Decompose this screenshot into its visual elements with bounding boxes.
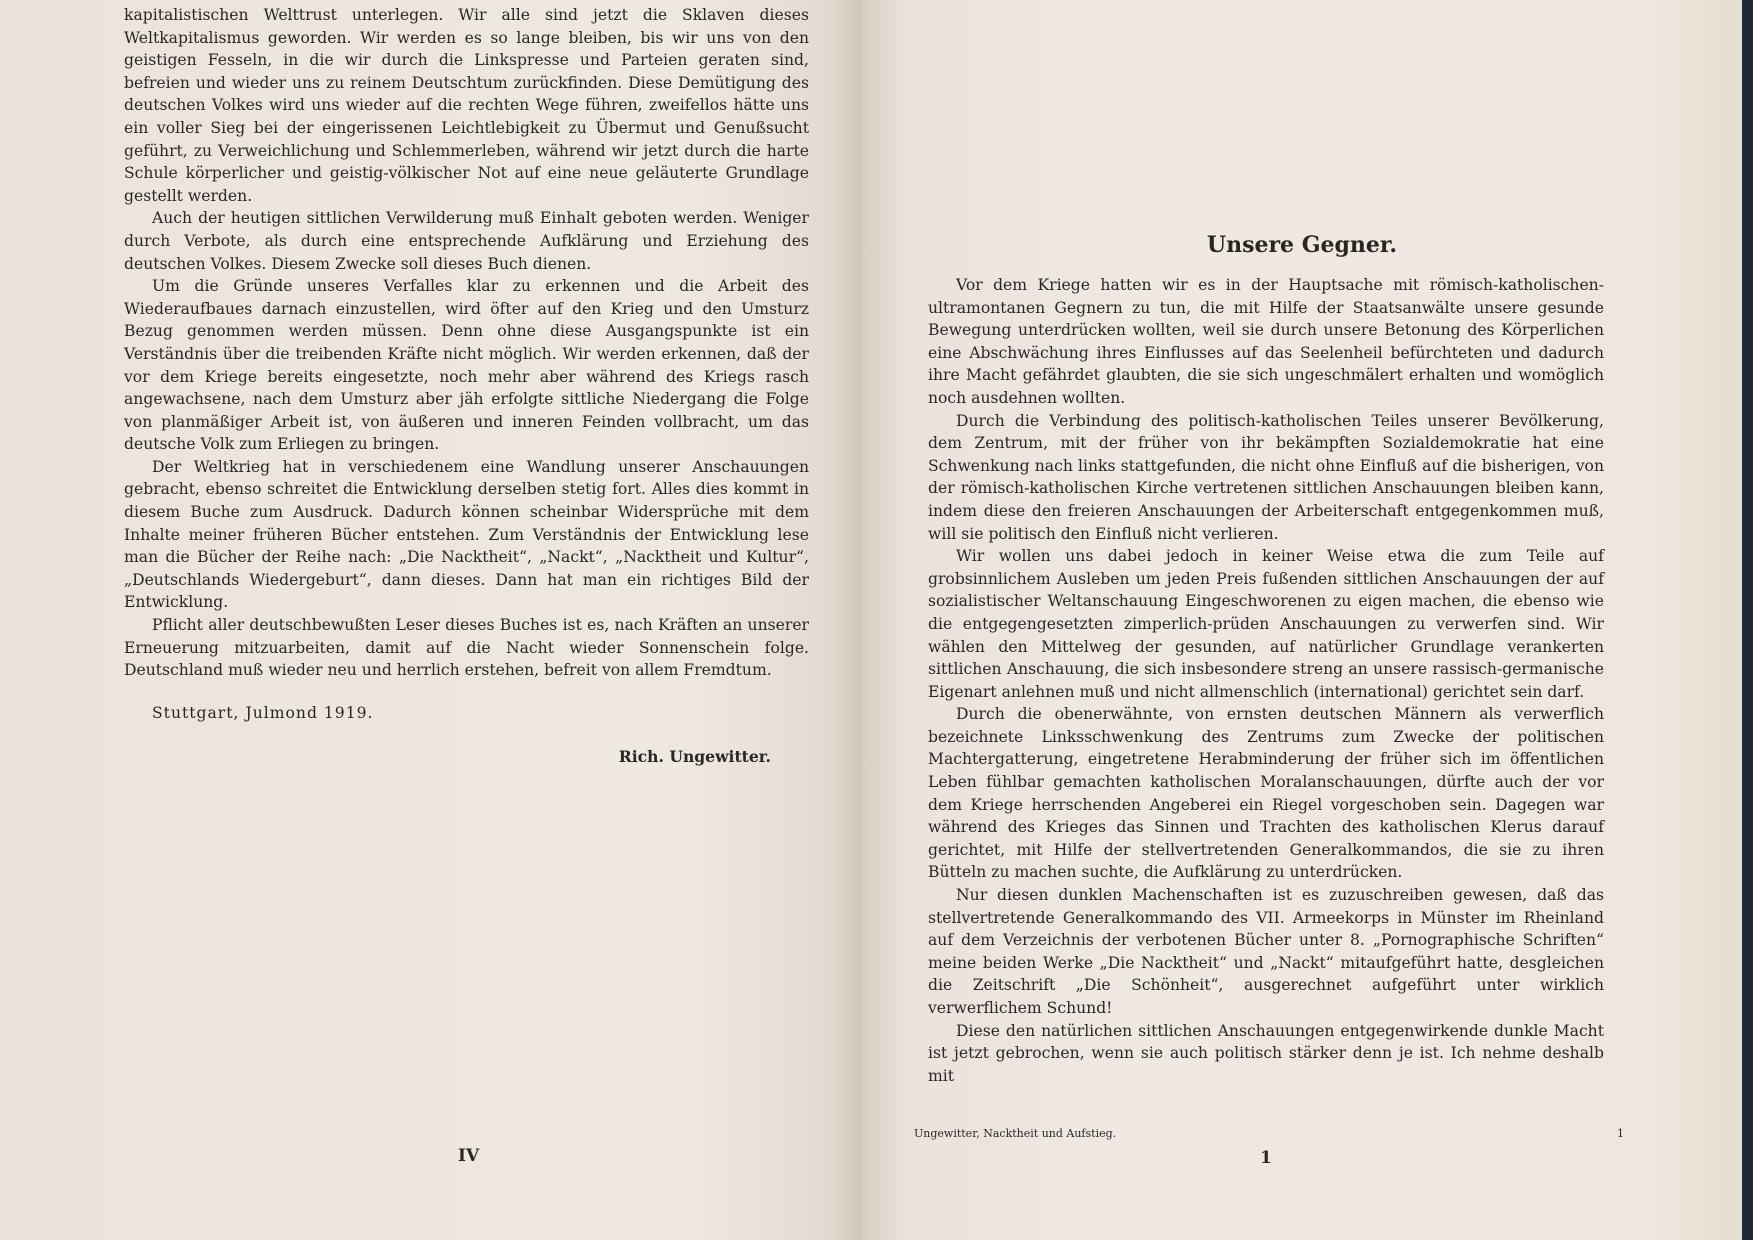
background-edge [1742, 0, 1753, 1240]
footer-sheet-number: 1 [1617, 1127, 1624, 1140]
signature-footer [914, 1127, 1624, 1140]
paragraph: kapitalistischen Welttrust unterlegen. Wir alle sind jetzt die Sklaven dieses Weltkapitalismus geworden. Wir werden es so lange bleiben, bis wir uns von den geistigen Fesseln, in die wir durch die Linkspresse und Parteien geraten sind, befreien und wieder uns zu reinem Deutschtum zurückfinden. Diese Demütigung des deutschen Volkes wird uns wieder auf die rechten Wege führen, zweifellos hätte uns ein voller Sieg bei der eingerissenen Leichtlebigkeit zu Übermut und Genußsucht geführt, zu Verweichlichung und Schlemmerleben, während wir jetzt durch die harte Schule körperlicher und geistig-völkischer Not auf eine neue geläuterte Grundlage gestellt werden. [124, 6, 809, 205]
paragraph: Wir wollen uns dabei jedoch in keiner Weise etwa die zum Teile auf grobsinnlichem Ausleben um jeden Preis fußenden sittlichen Anschauungen der auf sozialistischer Weltanschauung Eingeschworenen zu eigen machen, die ebenso wie die entgegengesetzten zimperlich-prüden Anschauungen zu verwerfen sind. Wir wählen den Mittelweg der gesunden, auf natürlicher Grundlage verankerten sittlichen Anschauung, die sich insbesondere streng an unsere rassisch-germanische Eigenart anlehnen muß und nicht allmenschlich (international) gerichtet sein darf. [928, 547, 1604, 701]
page-number: 1 [1260, 1148, 1272, 1168]
paragraph: Vor dem Kriege hatten wir es in der Hauptsache mit römisch-katholischen-ultramontanen Gegnern zu tun, die mit Hilfe der Staatsanwälte unsere gesunde Bewegung unterdrücken wollten, weil sie durch unsere Betonung des Körperlichen eine Abschwächung ihres Einflusses auf das Seelenheil befürchteten und dadurch ihre Macht gefährdet glaubten, die sie sich ungeschmälert erhalten und womöglich noch ausdehnen wollten. [928, 276, 1604, 407]
right-page-body [928, 274, 1604, 1087]
right-page [862, 0, 1742, 1240]
chapter-title: Unsere Gegner. [1206, 232, 1398, 258]
footer-book-title: Ungewitter, Nacktheit und Aufstieg. [914, 1127, 1117, 1140]
paragraph: Nur diesen dunklen Machenschaften ist es zuzuschreiben gewesen, daß das stellvertretende Generalkommando des VII. Armeekorps in Münster im Rheinland auf dem Verzeichnis der verbotenen Bücher unter 8. „Pornographische Schriften“ meine beiden Werke „Die Nacktheit“ und „Nackt“ mitaufgeführt hatte, desgleichen die Zeitschrift „Die Schönheit“, ausgerechnet aufgeführt unter wirklich verwerflichem Schund! [928, 886, 1604, 1017]
paragraph: Pflicht aller deutschbewußten Leser dieses Buches ist es, nach Kräften an unserer Erneuerung mitzuarbeiten, damit auf die Nacht wieder Sonnenschein folge. Deutschland muß wieder neu und herrlich erstehen, befreit von allem Fremdtum. [124, 616, 809, 680]
place-date: Stuttgart, Julmond 1919. [152, 703, 374, 722]
paragraph: Der Weltkrieg hat in verschiedenem eine Wandlung unserer Anschauungen gebracht, ebenso schreitet die Entwicklung derselben stetig fort. Alles dies kommt in diesem Buche zum Ausdruck. Dadurch können scheinbar Widersprüche mit dem Inhalte meiner früheren Bücher entstehen. Zum Verständnis der Entwicklung lese man die Bücher der Reihe nach: „Die Nacktheit“, „Nackt“, „Nacktheit und Kultur“, „Deutschlands Wiedergeburt“, dann dieses. Dann hat man ein richtiges Bild der Entwicklung. [124, 457, 809, 612]
paragraph: Um die Gründe unseres Verfalles klar zu erkennen und die Arbeit des Wiederaufbaues darnach einzustellen, wird öfter auf den Krieg und den Umsturz Bezug genommen werden müssen. Denn ohne diese Ausgangspunkte ist ein Verständnis über die treibenden Kräfte nicht möglich. Wir werden erkennen, daß der vor dem Kriege bereits eingesetzte, noch mehr aber während des Kriegs rasch angewachsene, nach dem Umsturz aber jäh erfolgte sittliche Niedergang die Folge von planmäßiger Arbeit ist, von äußeren und inneren Feinden vollbracht, um das deutsche Volk zum Erliegen zu bringen. [124, 277, 809, 454]
left-page [0, 0, 862, 1240]
author-signature: Rich. Ungewitter. [618, 747, 771, 767]
paragraph: Diese den natürlichen sittlichen Anschauungen entgegenwirkende dunkle Macht ist jetzt gebrochen, wenn sie auch politisch stärker denn je ist. Ich nehme deshalb mit [928, 1021, 1604, 1085]
paragraph: Durch die obenerwähnte, von ernsten deutschen Männern als verwerflich bezeichnete Linksschwenkung des Zentrums zum Zwecke der politischen Machtergatterung, eingetretene Herabminderung der früher sich im öffentlichen Leben fühlbar gemachten katholischen Moralanschauungen, dürfte auch der vor dem Kriege herrschenden Angeberei ein Riegel vorgeschoben sein. Dagegen war während des Krieges das Sinnen und Trachten des katholischen Klerus darauf gerichtet, mit Hilfe der stellvertretenden Generalkommandos, die sie zu ihren Bütteln zu machen suchte, die Aufklärung zu unterdrücken. [928, 705, 1604, 882]
paragraph: Auch der heutigen sittlichen Verwilderung muß Einhalt geboten werden. Weniger durch Verbote, als durch eine entsprechende Aufklärung und Erziehung des deutschen Volkes. Diesem Zwecke soll dieses Buch dienen. [124, 209, 809, 273]
left-page-body [124, 4, 809, 769]
page-number: IV [458, 1146, 480, 1166]
paragraph: Durch die Verbindung des politisch-katholischen Teiles unserer Bevölkerung, dem Zentrum, mit der früher von ihr bekämpften Sozialdemokratie hat eine Schwenkung nach links stattgefunden, die nicht ohne Einfluß auf die bisherigen, von der römisch-katholischen Kirche vertretenen sittlichen Anschauungen bleiben kann, indem diese den freieren Anschauungen der Arbeiterschaft entgegenkommen muß, will sie politisch den Einfluß nicht verlieren. [928, 411, 1604, 543]
